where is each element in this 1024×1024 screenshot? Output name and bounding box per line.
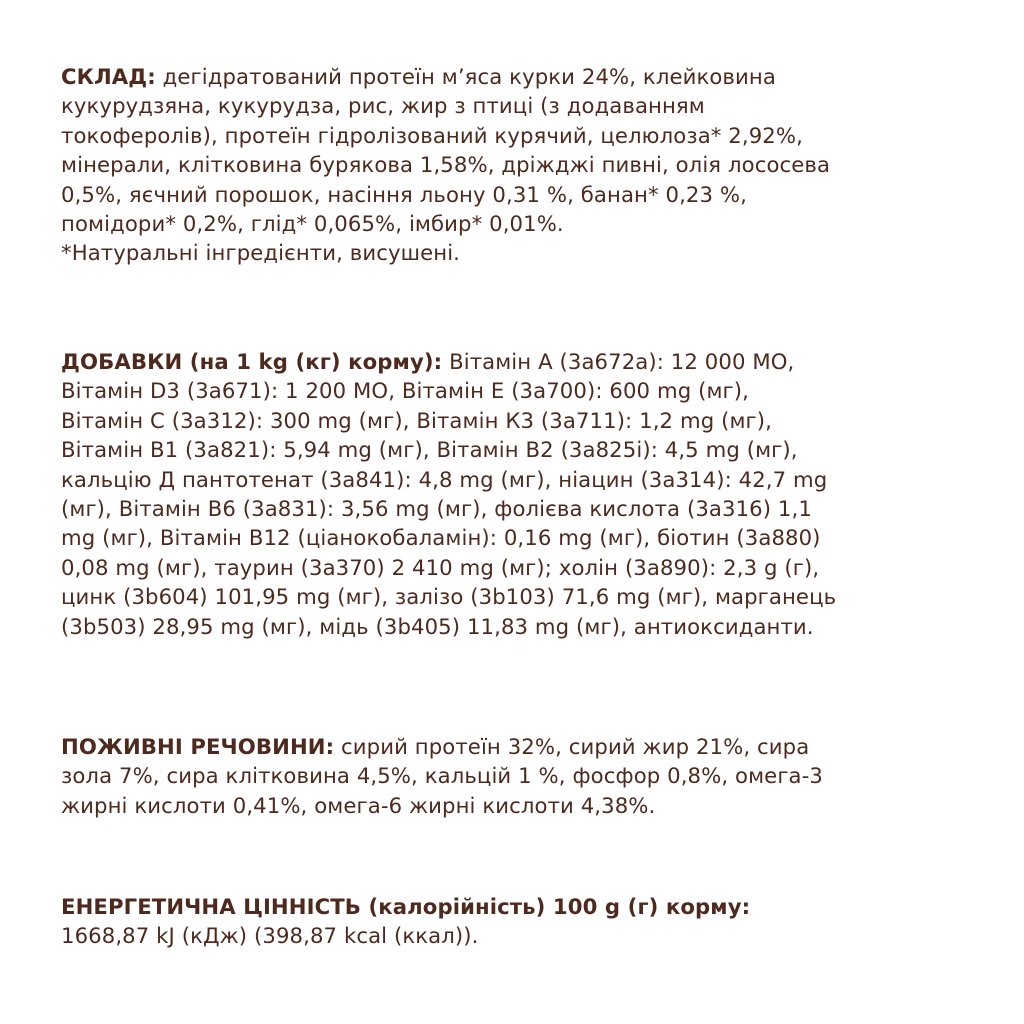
nutrients-line-1 <box>61 732 971 761</box>
composition-line-1 <box>61 62 971 91</box>
nutrients-label: ПОЖИВНІ РЕЧОВИНИ: <box>61 734 335 759</box>
composition-footnote: *Натуральні інгредієнти, висушені. <box>61 240 461 266</box>
energy-section <box>61 892 971 951</box>
composition-text: дегідратований протеїн м’яса курки 24%, клейковина <box>155 64 776 89</box>
additives-line-4: Вітамін В1 (3а821): 5,94 mg (мг), Вітамін В2 (3а825і): 4,5 mg (мг), <box>61 437 798 463</box>
nutrients-line-2: зола 7%, сира клітковина 4,5%, кальцій 1 %, фосфор 0,8%, омега-3 <box>61 763 823 789</box>
additives-line-6: (мг), Вітамін В6 (3а831): 3,56 mg (мг), фолієва кислота (3а316) 1,1 <box>61 496 812 522</box>
composition-line-2: кукурудзяна, кукурудза, рис, жир з птиці (з додаванням <box>61 93 705 119</box>
additives-line-5: кальцію Д пантотенат (3а841): 4,8 mg (мг), ніацин (3а314): 42,7 mg <box>61 466 828 492</box>
composition-label: СКЛАД: <box>61 64 156 89</box>
nutrients-line-3: жирні кислоти 0,41%, омега-6 жирні кислоти 4,38%. <box>61 792 656 818</box>
additives-line-1 <box>61 347 971 376</box>
additives-line-3: Вітамін С (3а312): 300 mg (мг), Вітамін К3 (3а711): 1,2 mg (мг), <box>61 407 772 433</box>
additives-line-8: 0,08 mg (мг), таурин (3а370) 2 410 mg (мг); холін (3а890): 2,3 g (г), <box>61 554 820 580</box>
additives-line-10: (3b503) 28,95 mg (мг), мідь (3b405) 11,83 mg (мг), антиоксиданти. <box>61 613 814 639</box>
energy-value: 1668,87 kJ (кДж) (398,87 kcal (ккал)). <box>61 923 479 949</box>
composition-line-3: токоферолів), протеїн гідролізований курячий, целюлоза* 2,92%, <box>61 122 803 148</box>
additives-line-9: цинк (3b604) 101,95 mg (мг), залізо (3b103) 71,6 mg (мг), марганець <box>61 584 837 610</box>
composition-section <box>61 62 971 268</box>
additives-line-2: Вітамін D3 (3а671): 1 200 МО, Вітамін Е (3а700): 600 mg (мг), <box>61 378 749 404</box>
nutrients-section <box>61 732 971 820</box>
additives-label: ДОБАВКИ (на 1 kg (кг) корму): <box>61 349 443 374</box>
composition-line-6: помідори* 0,2%, глід* 0,065%, імбир* 0,01%. <box>61 211 564 237</box>
composition-line-4: мінерали, клітковина бурякова 1,58%, дріжджі пивні, олія лососева <box>61 152 831 178</box>
energy-label: ЕНЕРГЕТИЧНА ЦІННІСТЬ (калорійність) 100 g (г) корму: <box>61 894 751 919</box>
additives-text: Вітамін А (3а672а): 12 000 МО, <box>442 349 795 374</box>
composition-line-5: 0,5%, яєчний порошок, насіння льону 0,31 %, банан* 0,23 %, <box>61 181 747 207</box>
additives-section <box>61 347 971 641</box>
nutrients-text: сирий протеїн 32%, сирий жир 21%, сира <box>334 734 810 759</box>
additives-line-7: mg (мг), Вітамін В12 (ціанокобаламін): 0,16 mg (мг), біотин (3а880) <box>61 525 821 551</box>
